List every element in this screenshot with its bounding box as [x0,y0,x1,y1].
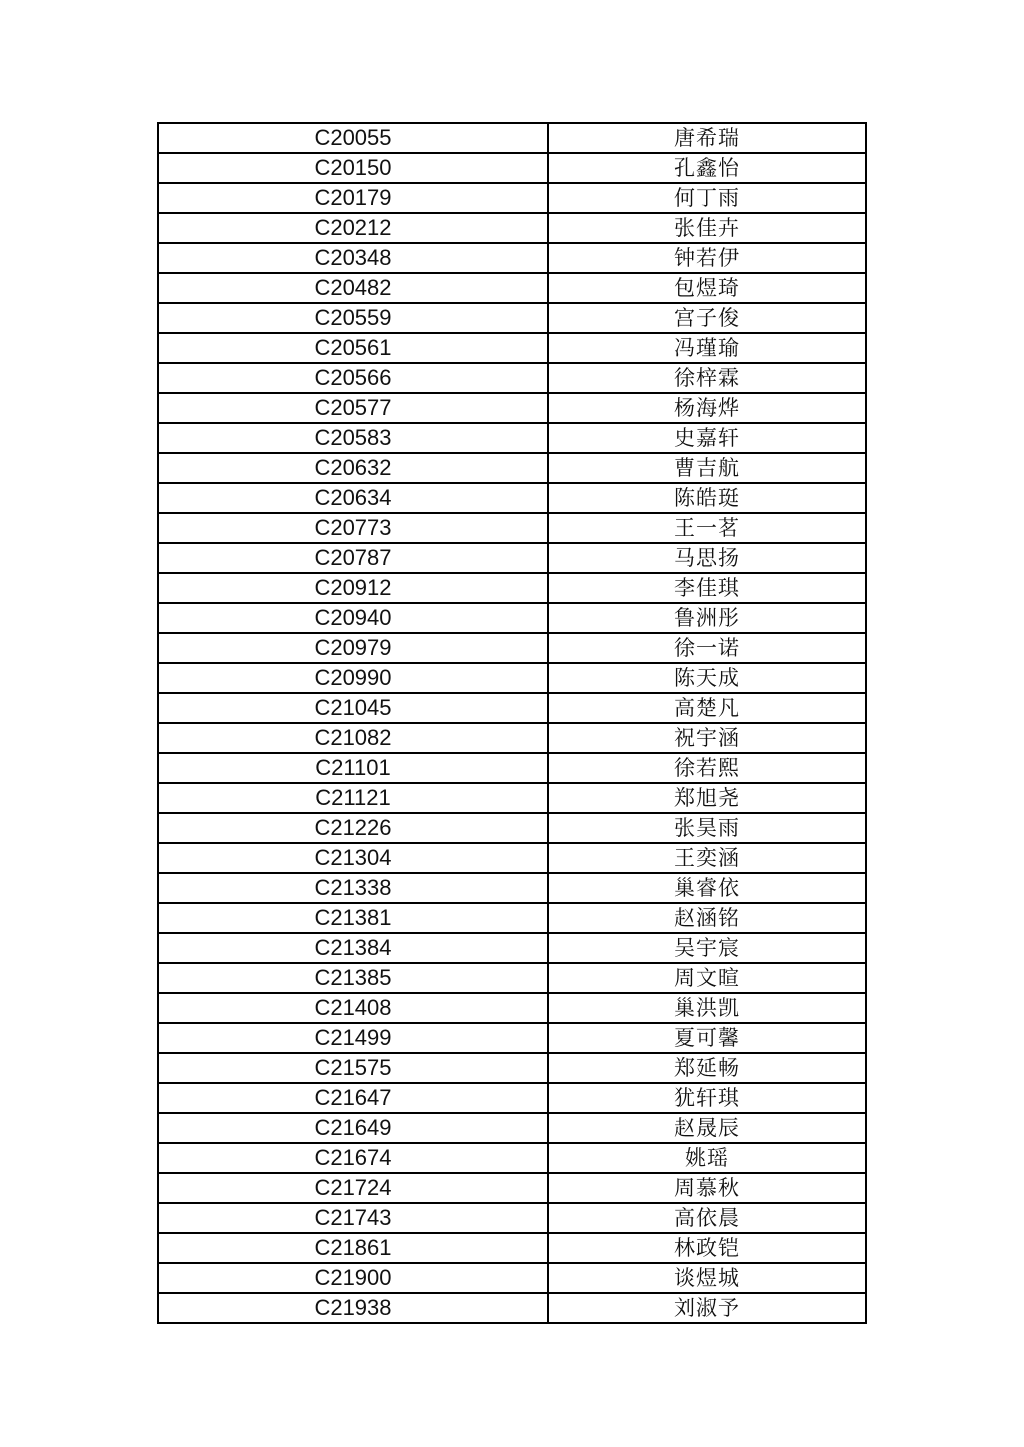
student-id-cell: C21861 [158,1233,548,1263]
table-row [158,633,866,663]
student-id-cell: C20632 [158,453,548,483]
student-id-cell: C20577 [158,393,548,423]
student-id-cell: C21408 [158,993,548,1023]
student-id-cell: C20990 [158,663,548,693]
student-id-cell: C21743 [158,1203,548,1233]
table-row [158,903,866,933]
student-name-cell: 鲁洲彤 [548,603,866,633]
student-id-cell: C21499 [158,1023,548,1053]
student-id-cell: C21121 [158,783,548,813]
table-row [158,543,866,573]
student-id-cell: C21101 [158,753,548,783]
table-row [158,1023,866,1053]
student-name-cell: 郑延畅 [548,1053,866,1083]
student-roster-table [157,122,867,1324]
student-id-cell: C21226 [158,813,548,843]
table-row [158,1263,866,1293]
student-id-cell: C21381 [158,903,548,933]
table-row [158,483,866,513]
table-row [158,933,866,963]
student-name-cell: 徐梓霖 [548,363,866,393]
table-row [158,243,866,273]
table-row [158,1233,866,1263]
table-row [158,1203,866,1233]
student-name-cell: 马思扬 [548,543,866,573]
table-row [158,873,866,903]
table-row [158,783,866,813]
student-name-cell: 夏可馨 [548,1023,866,1053]
student-id-cell: C20348 [158,243,548,273]
student-id-cell: C21304 [158,843,548,873]
student-name-cell: 张佳卉 [548,213,866,243]
table-row [158,273,866,303]
student-id-cell: C20055 [158,123,548,153]
student-name-cell: 史嘉轩 [548,423,866,453]
student-name-cell: 祝宇涵 [548,723,866,753]
student-name-cell: 赵晟辰 [548,1113,866,1143]
table-row [158,1293,866,1323]
student-name-cell: 巢睿依 [548,873,866,903]
student-id-cell: C20482 [158,273,548,303]
student-name-cell: 孔鑫怡 [548,153,866,183]
table-row [158,333,866,363]
student-id-cell: C21938 [158,1293,548,1323]
student-name-cell: 钟若伊 [548,243,866,273]
student-id-cell: C21045 [158,693,548,723]
student-name-cell: 陈皓珽 [548,483,866,513]
student-name-cell: 周文暄 [548,963,866,993]
student-id-cell: C20912 [158,573,548,603]
student-name-cell: 周慕秋 [548,1173,866,1203]
table-row [158,573,866,603]
student-name-cell: 冯瑾瑜 [548,333,866,363]
table-row [158,1083,866,1113]
student-name-cell: 宫子俊 [548,303,866,333]
student-name-cell: 唐希瑞 [548,123,866,153]
table-row [158,123,866,153]
table-row [158,303,866,333]
table-row [158,993,866,1023]
table-row [158,603,866,633]
table-row [158,693,866,723]
student-name-cell: 曹吉航 [548,453,866,483]
student-id-cell: C21338 [158,873,548,903]
roster-body [158,123,866,1323]
student-name-cell: 赵涵铭 [548,903,866,933]
student-id-cell: C20179 [158,183,548,213]
student-id-cell: C21900 [158,1263,548,1293]
student-name-cell: 刘淑予 [548,1293,866,1323]
student-name-cell: 吴宇宸 [548,933,866,963]
table-row [158,453,866,483]
student-name-cell: 犹轩琪 [548,1083,866,1113]
student-name-cell: 陈天成 [548,663,866,693]
student-name-cell: 张昊雨 [548,813,866,843]
student-id-cell: C21575 [158,1053,548,1083]
student-name-cell: 包煜琦 [548,273,866,303]
student-id-cell: C20566 [158,363,548,393]
student-name-cell: 高依晨 [548,1203,866,1233]
student-id-cell: C21384 [158,933,548,963]
student-id-cell: C21385 [158,963,548,993]
student-id-cell: C20150 [158,153,548,183]
student-name-cell: 巢洪凯 [548,993,866,1023]
table-row [158,1173,866,1203]
student-id-cell: C20634 [158,483,548,513]
table-row [158,663,866,693]
student-id-cell: C20979 [158,633,548,663]
student-id-cell: C20940 [158,603,548,633]
student-name-cell: 林政铠 [548,1233,866,1263]
table-row [158,183,866,213]
table-row [158,813,866,843]
student-id-cell: C21724 [158,1173,548,1203]
student-id-cell: C21674 [158,1143,548,1173]
table-row [158,753,866,783]
student-name-cell: 杨海烨 [548,393,866,423]
student-name-cell: 徐一诺 [548,633,866,663]
student-id-cell: C20787 [158,543,548,573]
table-row [158,363,866,393]
table-row [158,1143,866,1173]
student-id-cell: C20212 [158,213,548,243]
student-name-cell: 谈煜城 [548,1263,866,1293]
student-id-cell: C21647 [158,1083,548,1113]
table-row [158,723,866,753]
table-row [158,213,866,243]
student-id-cell: C20583 [158,423,548,453]
table-row [158,843,866,873]
student-name-cell: 王一茗 [548,513,866,543]
table-row [158,153,866,183]
table-row [158,1053,866,1083]
student-name-cell: 徐若熙 [548,753,866,783]
student-name-cell: 李佳琪 [548,573,866,603]
student-id-cell: C21082 [158,723,548,753]
table-row [158,513,866,543]
student-id-cell: C20561 [158,333,548,363]
student-id-cell: C21649 [158,1113,548,1143]
student-id-cell: C20773 [158,513,548,543]
student-name-cell: 高楚凡 [548,693,866,723]
table-row [158,1113,866,1143]
student-name-cell: 郑旭尧 [548,783,866,813]
table-row [158,423,866,453]
table-row [158,963,866,993]
table-row [158,393,866,423]
student-name-cell: 何丁雨 [548,183,866,213]
student-name-cell: 王奕涵 [548,843,866,873]
student-id-cell: C20559 [158,303,548,333]
student-name-cell: 姚瑶 [548,1143,866,1173]
